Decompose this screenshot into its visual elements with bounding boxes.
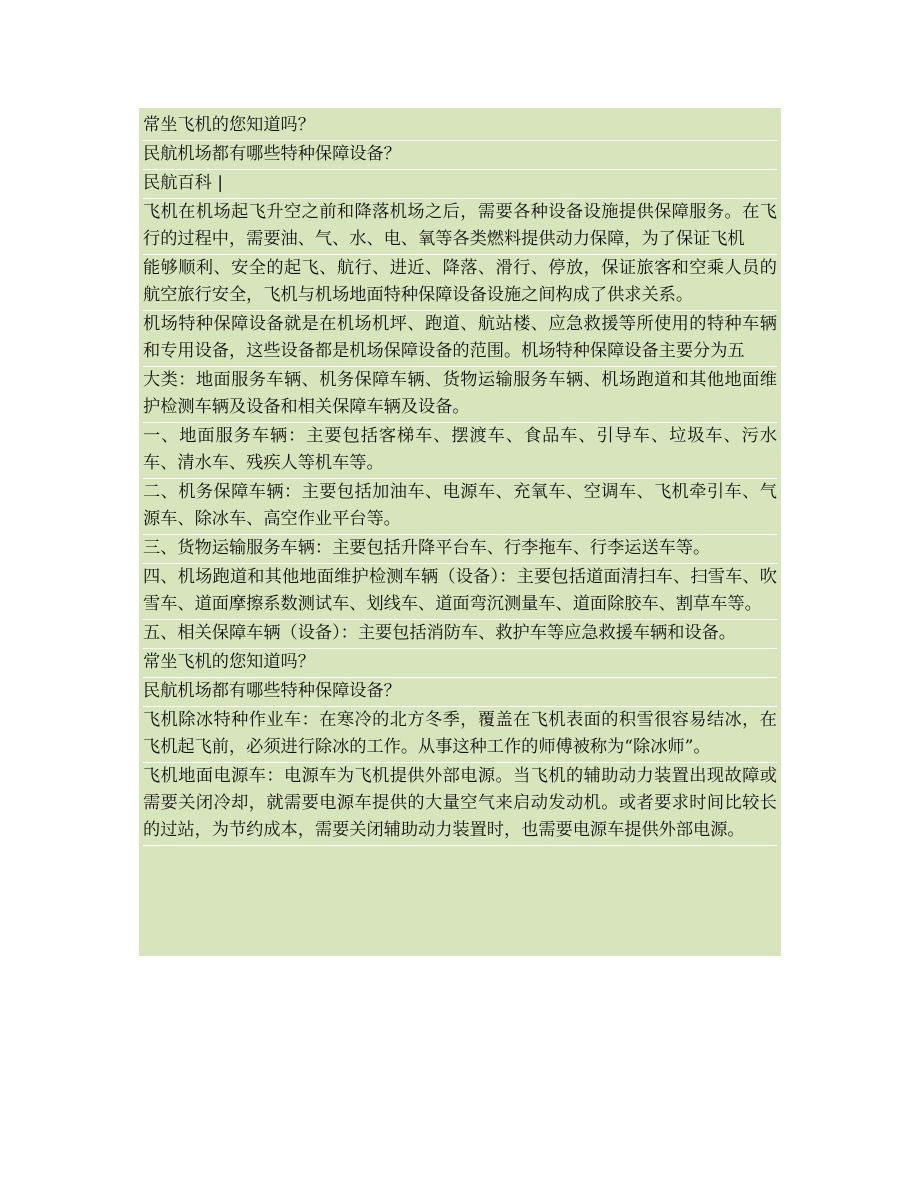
empty-row <box>143 846 777 875</box>
category-item-2: 二、机务保障车辆：主要包括加油车、电源车、充氧车、空调车、飞机牵引车、气源车、除冰车、高空作业平台等。 <box>143 479 777 535</box>
document-panel <box>139 108 781 956</box>
category-item-4: 四、机场跑道和其他地面维护检测车辆（设备）：主要包括道面清扫车、扫雪车、吹雪车、道面摩擦系数测试车、划线车、道面弯沉测量车、道面除胶车、割草车等。 <box>143 564 777 620</box>
ground-power-vehicle-paragraph: 飞机地面电源车：电源车为飞机提供外部电源。当飞机的辅助动力装置出现故障或需要关闭冷却，就需要电源车提供的大量空气来启动发动机。或者要求时间比较长的过站，为节约成本，需要关闭辅助动力装置时，也需要电源车提供外部电源。 <box>143 763 777 846</box>
body-paragraph: 机场特种保障设备就是在机场机坪、跑道、航站楼、应急救援等所使用的特种车辆和专用设备，这些设备都是机场保障设备的范围。机场特种保障设备主要分为五 <box>143 311 777 367</box>
body-paragraph: 能够顺利、安全的起飞、航行、进近、降落、滑行、停放，保证旅客和空乘人员的航空旅行安全，飞机与机场地面特种保障设备设施之间构成了供求关系。 <box>143 255 777 311</box>
repeat-question-1: 常坐飞机的您知道吗？ <box>143 649 777 678</box>
category-item-3: 三、货物运输服务车辆：主要包括升降平台车、行李拖车、行李运送车等。 <box>143 535 777 564</box>
intro-question-1: 常坐飞机的您知道吗？ <box>143 112 777 141</box>
category-item-5: 五、相关保障车辆（设备）：主要包括消防车、救护车等应急救援车辆和设备。 <box>143 620 777 649</box>
body-paragraph: 飞机在机场起飞升空之前和降落机场之后，需要各种设备设施提供保障服务。在飞行的过程中，需要油、气、水、电、氧等各类燃料提供动力保障，为了保证飞机 <box>143 199 777 255</box>
body-paragraph: 大类：地面服务车辆、机务保障车辆、货物运输服务车辆、机场跑道和其他地面维护检测车辆及设备和相关保障车辆及设备。 <box>143 367 777 423</box>
category-item-1: 一、地面服务车辆：主要包括客梯车、摆渡车、食品车、引导车、垃圾车、污水车、清水车、残疾人等机车等。 <box>143 423 777 479</box>
deicing-vehicle-paragraph: 飞机除冰特种作业车：在寒冷的北方冬季，覆盖在飞机表面的积雪很容易结冰，在飞机起飞前，必须进行除冰的工作。从事这种工作的师傅被称为“除冰师”。 <box>143 707 777 763</box>
section-tag: 民航百科 | <box>143 170 777 199</box>
intro-question-2: 民航机场都有哪些特种保障设备？ <box>143 141 777 170</box>
repeat-question-2: 民航机场都有哪些特种保障设备？ <box>143 678 777 707</box>
